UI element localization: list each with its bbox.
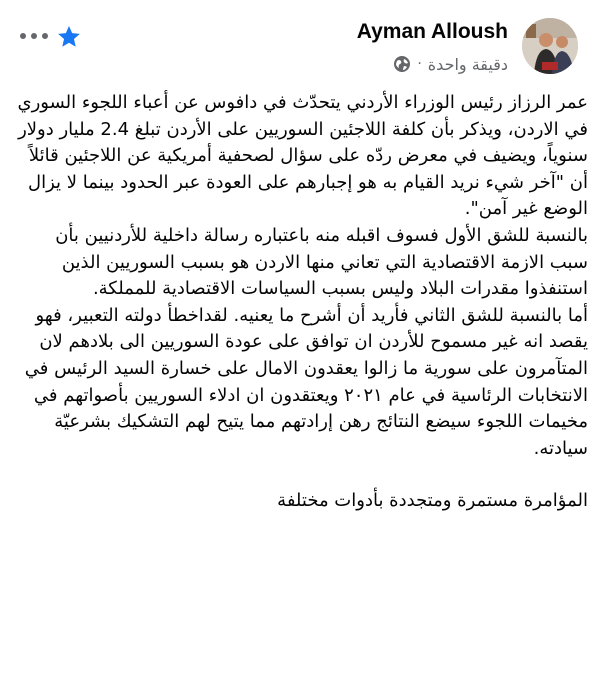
post-header bbox=[0, 0, 600, 92]
post-timestamp[interactable]: دقيقة واحدة bbox=[427, 54, 508, 74]
post-meta bbox=[393, 54, 508, 74]
avatar[interactable] bbox=[522, 18, 578, 74]
author-name[interactable]: Ayman Alloush bbox=[356, 20, 508, 43]
paragraph-1: عمر الرزاز رئيس الوزراء الأردني يتحدّث في دافوس عن أعباء اللجوء السوري في الاردن، ويذكر بأن كلفة اللاجئين السوريين على الأردن تبلغ 2.4 مليار دولار سنوياً، ويضيف في معرض ردّه على سؤال لصحفية أمريكية عن اللاجئين قائلاً أن "آخر شيء نريد القيام به هو إجبارهم على العودة عبر الحدود بينما لا يزال الوضع غير آمن". bbox=[17, 92, 588, 220]
post-body bbox=[14, 90, 588, 515]
paragraph-4: المؤامرة مستمرة ومتجددة بأدوات مختلفة bbox=[277, 490, 588, 512]
paragraph-3: أما بالنسبة للشق الثاني فأريد أن أشرح ما يعنيه. لقداخطأ دولته التعبير، فهو يقصد انه غير مسموح للأردن ان توافق على عودة السوريين الى بلادهم لان المتآمرون على سورية ما زالوا يعقدون الامال على خسارة السيد الرئيس في الانتخابات الرئاسية في عام ٢٠٢١ ويعتقدون ان ادلاء السوريين بأصواتهم في مخيمات اللجوء سيضع النتائج رهن إرادتهم مما يتيح لهم التشكيك بشرعيّة سيادته. bbox=[24, 304, 588, 459]
more-options-icon[interactable] bbox=[20, 30, 48, 42]
meta-separator: · bbox=[417, 56, 422, 72]
star-icon[interactable] bbox=[56, 24, 82, 50]
paragraph-2: بالنسبة للشق الأول فسوف اقبله منه باعتباره رسالة داخلية للأردنيين بأن سبب الازمة الاقتصادية التي تعاني منها الاردن هو بسبب السوريين الذين استنفذوا مقدرات البلاد وليس بسبب السياسات الاقتصادية للمملكة. bbox=[55, 224, 588, 300]
paragraph-gap bbox=[14, 462, 588, 488]
globe-icon[interactable] bbox=[393, 55, 411, 73]
